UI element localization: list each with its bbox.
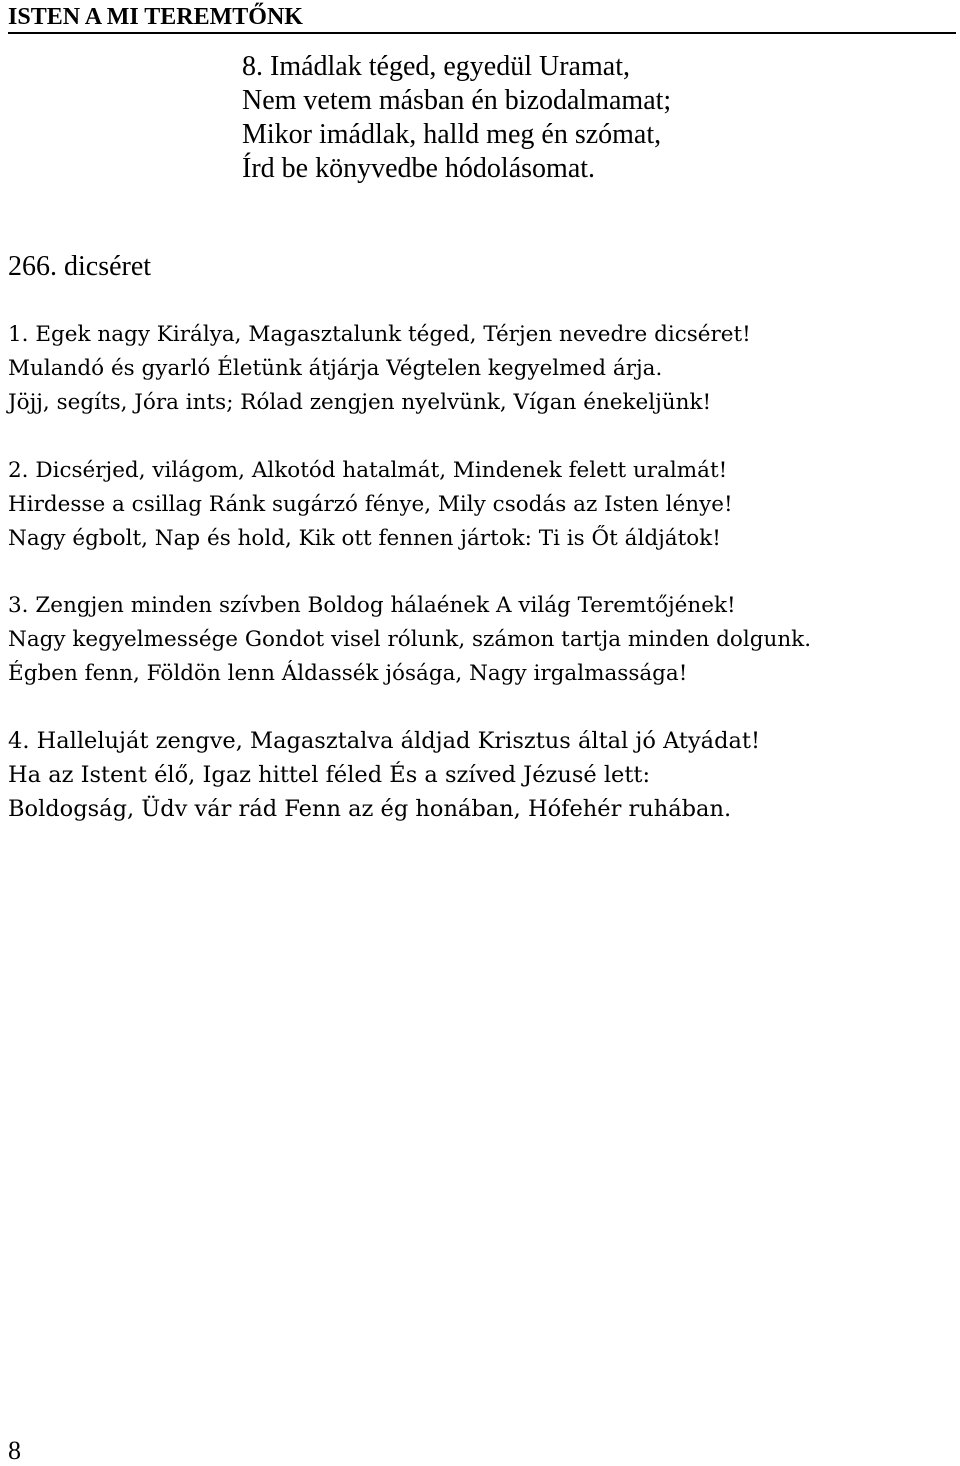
verse-line: Hirdesse a csillag Ránk sugárzó fénye, Mily csodás az Isten lénye!: [8, 492, 733, 517]
verse-line: Ha az Istent élő, Igaz hittel féled És a szíved Jézusé lett:: [8, 762, 651, 788]
verse-line: Boldogság, Üdv vár rád Fenn az ég honában, Hófehér ruhában.: [8, 796, 732, 822]
hymn-verse-2: [8, 454, 733, 556]
previous-verse-8: [242, 50, 671, 186]
hymn-verse-1: [8, 318, 751, 420]
verse-line: Nem vetem másban én bizodalmamat;: [242, 85, 672, 116]
verse-line: Jöjj, segíts, Jóra ints; Rólad zengjen nyelvünk, Vígan énekeljünk!: [8, 390, 712, 415]
hymn-verse-4: [8, 724, 760, 826]
hymn-verse-3: [8, 589, 811, 691]
hymn-number-label: 266. dicséret: [8, 251, 152, 282]
hymn-number: [8, 250, 151, 284]
verse-line: 8. Imádlak téged, egyedül Uramat,: [242, 51, 630, 82]
verse-line: 3. Zengjen minden szívben Boldog hálaének A világ Teremtőjének!: [8, 593, 736, 618]
verse-line: Nagy kegyelmessége Gondot visel rólunk, számon tartja minden dolgunk.: [8, 627, 812, 652]
verse-line: 4. Halleluját zengve, Magasztalva áldjad Krisztus által jó Atyádat!: [8, 728, 760, 754]
verse-line: Égben fenn, Földön lenn Áldassék jósága, Nagy irgalmassága!: [8, 661, 688, 686]
verse-line: Írd be könyvedbe hódolásomat.: [242, 153, 596, 184]
page-number: 8: [8, 1436, 21, 1465]
verse-line: Mikor imádlak, halld meg én szómat,: [242, 119, 662, 150]
page-header: [8, 2, 956, 34]
verse-line: Nagy égbolt, Nap és hold, Kik ott fennen jártok: Ti is Őt áldjátok!: [8, 526, 721, 551]
verse-line: 1. Egek nagy Királya, Magasztalunk téged, Térjen nevedre dicséret!: [8, 322, 751, 347]
verse-line: Mulandó és gyarló Életünk átjárja Végtelen kegyelmed árja.: [8, 356, 663, 381]
verse-line: 2. Dicsérjed, világom, Alkotód hatalmát, Mindenek felett uralmát!: [8, 458, 728, 483]
page-title: ISTEN A MI TEREMTŐNK: [8, 4, 303, 30]
